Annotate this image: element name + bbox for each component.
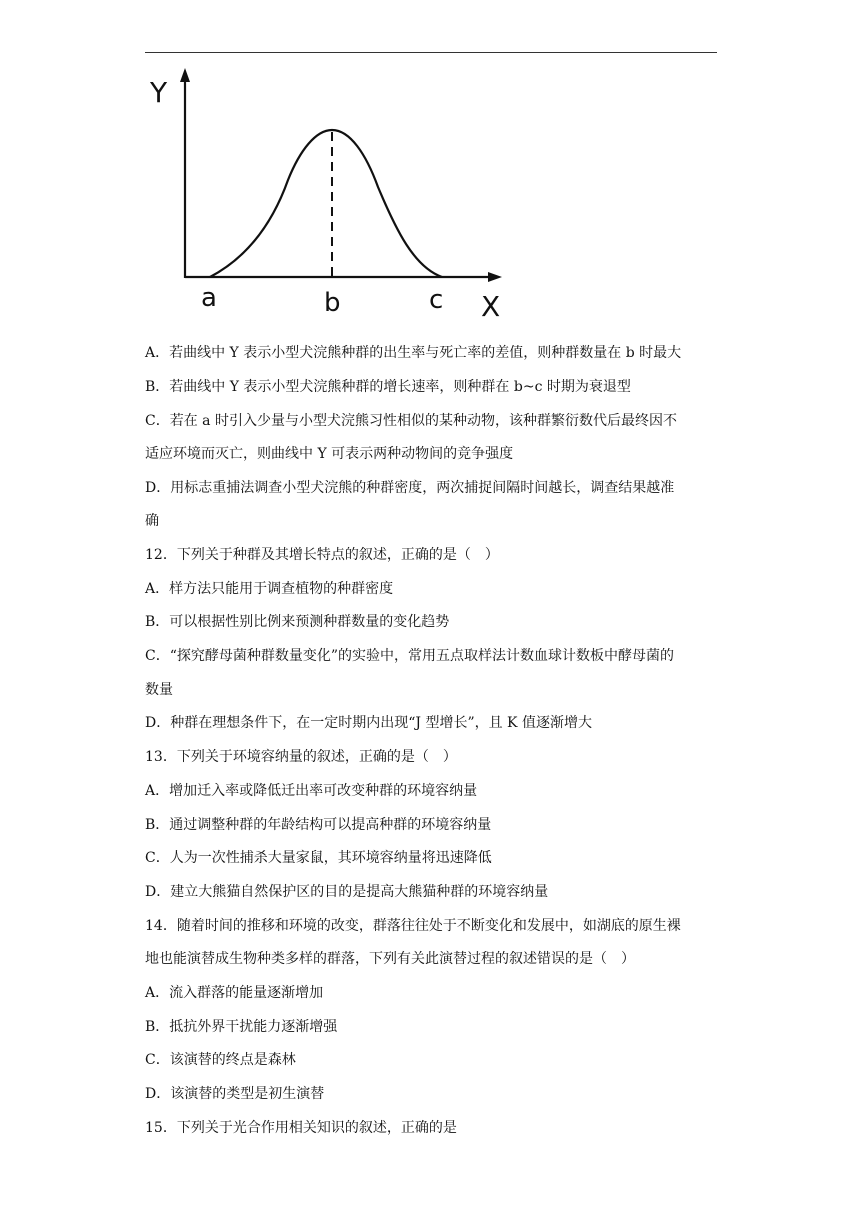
text-line: 确 bbox=[145, 513, 159, 529]
x-axis-label: X bbox=[481, 290, 501, 323]
question-13: 13．下列关于环境容纳量的叙述，正确的是（ ） bbox=[145, 749, 457, 765]
text-line: C．“探究酵母菌种群数量变化”的实验中，常用五点取样法计数血球计数板中酵母菌的 bbox=[145, 648, 675, 664]
text-line: B．可以根据性别比例来预测种群数量的变化趋势 bbox=[145, 614, 450, 630]
text-line: A．增加迁入率或降低迁出率可改变种群的环境容纳量 bbox=[145, 783, 478, 799]
text-line: B．通过调整种群的年龄结构可以提高种群的环境容纳量 bbox=[145, 817, 492, 833]
text-line: D．建立大熊猫自然保护区的目的是提高大熊猫种群的环境容纳量 bbox=[145, 884, 549, 900]
text-line: B．抵抗外界干扰能力逐渐增强 bbox=[145, 1019, 338, 1035]
text-line: C．若在 a 时引入少量与小型犬浣熊习性相似的某种动物，该种群繁衍数代后最终因不 bbox=[145, 413, 677, 429]
text-line: A．若曲线中 Y 表示小型犬浣熊种群的出生率与死亡率的差值，则种群数量在 b 时最大 bbox=[145, 345, 682, 361]
text-line: 地也能演替成生物种类多样的群落，下列有关此演替过程的叙述错误的是（ ） bbox=[145, 951, 635, 967]
x-axis-arrow bbox=[488, 272, 502, 282]
text-line: C．该演替的终点是森林 bbox=[145, 1052, 296, 1068]
point-label-a: a bbox=[201, 283, 217, 313]
curve-figure bbox=[138, 62, 508, 324]
text-line: C．人为一次性捕杀大量家鼠，其环境容纳量将迅速降低 bbox=[145, 850, 492, 866]
question-14: 14．随着时间的推移和环境的改变，群落往往处于不断变化和发展中，如湖底的原生裸 bbox=[145, 918, 681, 934]
point-label-c: c bbox=[429, 285, 444, 315]
text-line: B．若曲线中 Y 表示小型犬浣熊种群的增长速率，则种群在 b~c 时期为衰退型 bbox=[145, 379, 631, 395]
y-axis-label: Y bbox=[150, 76, 168, 109]
question-12: 12．下列关于种群及其增长特点的叙述，正确的是（ ） bbox=[145, 547, 499, 563]
text-line: 适应环境而灭亡，则曲线中 Y 可表示两种动物间的竞争强度 bbox=[145, 446, 514, 462]
text-line: D．用标志重捕法调查小型犬浣熊的种群密度，两次捕捉间隔时间越长，调查结果越准 bbox=[145, 480, 675, 496]
text-line: 数量 bbox=[145, 682, 173, 698]
text-line: D．该演替的类型是初生演替 bbox=[145, 1086, 325, 1102]
text-line: D．种群在理想条件下，在一定时期内出现“J 型增长”，且 K 值逐渐增大 bbox=[145, 715, 592, 731]
bell-curve bbox=[210, 130, 442, 277]
question-15: 15．下列关于光合作用相关知识的叙述，正确的是 bbox=[145, 1120, 457, 1136]
header-rule bbox=[145, 52, 717, 53]
text-line: A．流入群落的能量逐渐增加 bbox=[145, 985, 324, 1001]
y-axis-arrow bbox=[180, 68, 190, 82]
text-line: A．样方法只能用于调查植物的种群密度 bbox=[145, 581, 394, 597]
point-label-b: b bbox=[324, 288, 341, 318]
